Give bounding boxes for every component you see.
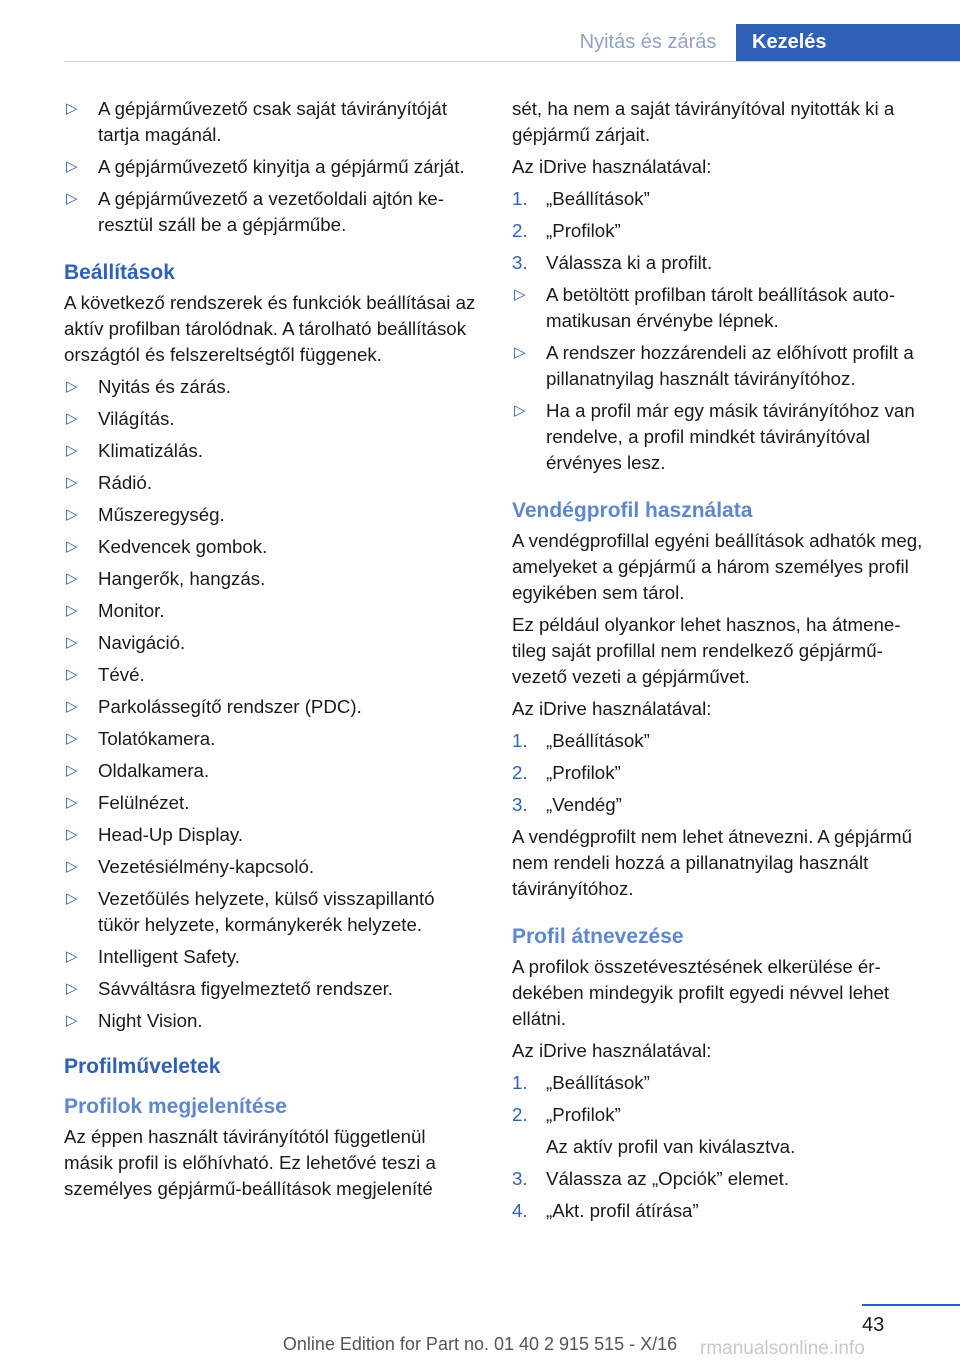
bullet-triangle-icon: ▷ — [66, 698, 78, 715]
result-bullet-list — [512, 282, 928, 476]
bullet-triangle-icon: ▷ — [66, 666, 78, 683]
bullet-triangle-icon: ▷ — [66, 858, 78, 875]
bullet-triangle-icon: ▷ — [66, 158, 78, 175]
list-item: ▷ Intelligent Safety. — [64, 944, 476, 970]
bullet-triangle-icon: ▷ — [66, 762, 78, 779]
list-item: 4. „Akt. profil átírása” — [512, 1198, 928, 1224]
guest-profile-heading: Vendégprofil használata — [512, 499, 753, 522]
step-number: 2. — [512, 220, 528, 241]
settings-paragraph: A következő rendszerek és funkciók beállításai az aktív profilban tárolódnak. A tárolható beállítások országtól és felszereltségtől függenek. — [64, 292, 476, 365]
list-item: ▷ A rendszer hozzárendeli az előhívott profilt a pillanatnyilag használt távirányítóhoz. — [514, 342, 914, 389]
list-item: ▷ Tolatókamera. — [64, 726, 476, 752]
bullet-triangle-icon: ▷ — [66, 634, 78, 651]
footer-rule — [862, 1304, 960, 1306]
list-item: ▷ A gépjárművezető kinyitja a gépjármű zárját. — [64, 154, 476, 180]
continuation-paragraph: sét, ha nem a saját távirányítóval nyitották ki a gépjármű zárjait. — [512, 98, 895, 145]
list-item: ▷ Vezetésiélmény-kapcsoló. — [64, 854, 476, 880]
intro-bullet-list — [64, 96, 476, 238]
list-item: ▷ Tévé. — [64, 662, 476, 688]
step-number: 3. — [512, 252, 528, 273]
guest-paragraph-1: A vendégprofillal egyéni beállítások adhatók meg, amelyeket a gépjármű a három személyes profil egyikében sem tárol. — [512, 530, 923, 603]
bullet-triangle-icon: ▷ — [66, 378, 78, 395]
edition-note: Online Edition for Part no. 01 40 2 915 515 - X/16 — [282, 1334, 678, 1354]
steps-list-3 — [512, 1070, 928, 1224]
page-header — [0, 24, 960, 62]
bullet-triangle-icon: ▷ — [66, 980, 78, 997]
list-item: ▷ Kedvencek gombok. — [64, 534, 476, 560]
list-item: ▷ Ha a profil már egy másik távirányítóhoz van rendelve, a profil mindkét távirányítóval érvényes lesz. — [514, 400, 915, 473]
list-item: ▷ Parkolássegítő rendszer (PDC). — [64, 694, 476, 720]
list-item: 1. „Beállítások” — [512, 728, 928, 754]
page-number: 43 — [862, 1314, 885, 1336]
bullet-triangle-icon: ▷ — [66, 538, 78, 555]
list-item: ▷ Navigáció. — [64, 630, 476, 656]
bullet-triangle-icon: ▷ — [66, 474, 78, 491]
steps-list-1 — [512, 186, 928, 276]
idrive-label: Az iDrive használatával: — [512, 156, 712, 177]
bullet-triangle-icon: ▷ — [514, 344, 526, 361]
step-number: 1. — [512, 1072, 528, 1093]
rename-profile-heading: Profil átnevezése — [512, 925, 684, 948]
list-item: ▷ Oldalkamera. — [64, 758, 476, 784]
bullet-triangle-icon: ▷ — [66, 948, 78, 965]
list-item: 2. „Profilok” — [512, 218, 928, 244]
list-item: ▷ Világítás. — [64, 406, 476, 432]
list-item: 3. „Vendég” — [512, 792, 928, 818]
list-item: 1. „Beállítások” — [512, 186, 928, 212]
show-profiles-heading: Profilok megjelenítése — [64, 1095, 287, 1118]
list-item: 2. „Profilok” — [512, 760, 928, 786]
bullet-triangle-icon: ▷ — [66, 602, 78, 619]
list-item: 3. Válassza ki a profilt. — [512, 250, 928, 276]
guest-paragraph-3: A vendégprofilt nem lehet átnevezni. A gépjármű nem rendeli hozzá a pillanatnyilag használt távirányítóhoz. — [512, 826, 912, 899]
list-item: ▷ Rádió. — [64, 470, 476, 496]
list-item: ▷ Klimatizálás. — [64, 438, 476, 464]
bullet-triangle-icon: ▷ — [66, 794, 78, 811]
watermark: rmanualsonline.info — [700, 1338, 865, 1359]
step-number: 2. — [512, 1104, 528, 1125]
header-section-title: Nyitás és zárás — [579, 31, 717, 53]
bullet-triangle-icon: ▷ — [66, 190, 78, 207]
bullet-triangle-icon: ▷ — [66, 410, 78, 427]
rename-paragraph: A profilok összetévesztésének elkerülése érdekében mindegyik profilt egyedi névvel lehet ellátni. — [512, 956, 890, 1029]
list-item: 1. „Beállítások” — [512, 1070, 928, 1096]
list-item: ▷ A betöltött profilban tárolt beállítások automatikusan érvénybe lépnek. — [514, 284, 896, 331]
list-item: ▷ A gépjárművezető a vezetőoldali ajtón keresztül száll be a gépjárműbe. — [66, 188, 444, 235]
list-item: ▷ Monitor. — [64, 598, 476, 624]
idrive-label: Az iDrive használatával: — [512, 698, 712, 719]
list-item: ▷ Night Vision. — [64, 1008, 476, 1034]
step-number: 1. — [512, 730, 528, 751]
bullet-triangle-icon: ▷ — [66, 570, 78, 587]
header-chapter-tab: Kezelés — [736, 24, 960, 62]
settings-heading: Beállítások — [64, 261, 175, 284]
step-note: Az aktív profil van kiválasztva. — [546, 1136, 796, 1157]
list-item: ▷ Head-Up Display. — [64, 822, 476, 848]
list-item: ▷ Hangerők, hangzás. — [64, 566, 476, 592]
bullet-triangle-icon: ▷ — [66, 1012, 78, 1029]
profile-operations-heading: Profilműveletek — [64, 1055, 221, 1078]
bullet-triangle-icon: ▷ — [66, 506, 78, 523]
list-item: 2. „Profilok” Az aktív profil van kiválasztva. — [512, 1102, 928, 1160]
bullet-triangle-icon: ▷ — [66, 442, 78, 459]
bullet-triangle-icon: ▷ — [66, 826, 78, 843]
list-item: ▷ Vezetőülés helyzete, külső visszapillantó tükör helyzete, kormánykerék helyzete. — [66, 888, 435, 935]
idrive-label: Az iDrive használatával: — [512, 1040, 712, 1061]
step-number: 4. — [512, 1200, 528, 1221]
bullet-triangle-icon: ▷ — [66, 100, 78, 117]
steps-list-2 — [512, 728, 928, 818]
bullet-triangle-icon: ▷ — [66, 730, 78, 747]
step-number: 1. — [512, 188, 528, 209]
list-item: ▷ Felülnézet. — [64, 790, 476, 816]
list-item: 3. Válassza az „Opciók” elemet. — [512, 1166, 928, 1192]
list-item: ▷ Műszeregység. — [64, 502, 476, 528]
step-number: 3. — [512, 794, 528, 815]
show-profiles-paragraph: Az éppen használt távirányítótól függetlenül másik profil is előhívható. Ez lehetővé teszi a személyes gépjármű-beállítások megjeleníté — [64, 1126, 436, 1199]
bullet-triangle-icon: ▷ — [514, 286, 526, 303]
list-item: ▷ Nyitás és zárás. — [64, 374, 476, 400]
step-number: 3. — [512, 1168, 528, 1189]
header-rule — [64, 61, 960, 62]
settings-list — [64, 374, 476, 1034]
bullet-triangle-icon: ▷ — [66, 890, 78, 907]
right-column — [512, 96, 928, 1230]
list-item: ▷ A gépjárművezető csak saját távirányítóját tartja magánál. — [66, 98, 448, 145]
left-column — [64, 96, 476, 1208]
bullet-triangle-icon: ▷ — [514, 402, 526, 419]
step-number: 2. — [512, 762, 528, 783]
list-item: ▷ Sávváltásra figyelmeztető rendszer. — [64, 976, 476, 1002]
guest-paragraph-2: Ez például olyankor lehet hasznos, ha átmenetileg saját profillal nem rendelkező gépjárművezető vezeti a gépjárművet. — [512, 614, 901, 687]
